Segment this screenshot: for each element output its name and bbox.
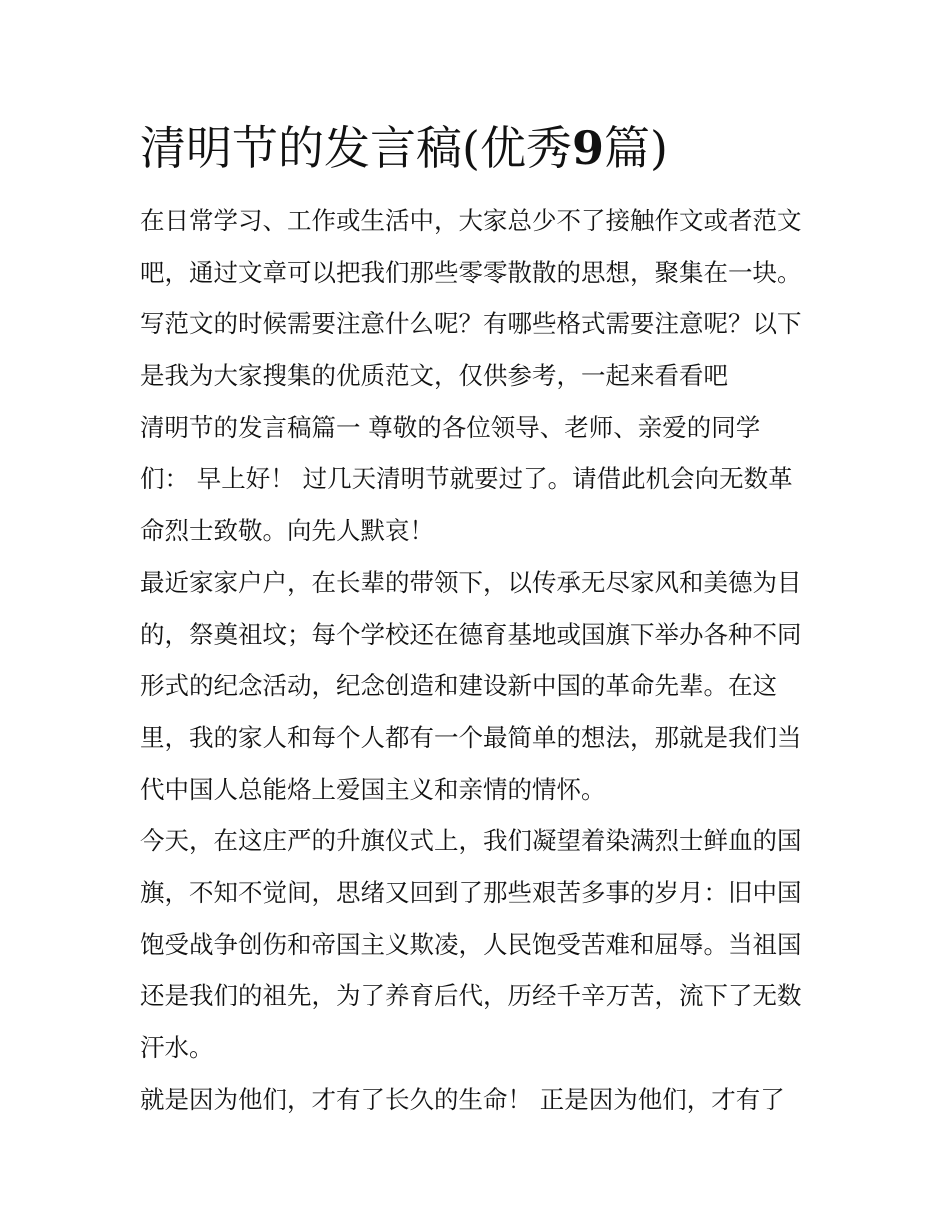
- title-prefix: 清明节的发言稿(优秀: [140, 121, 572, 175]
- document-body: [140, 195, 820, 1125]
- body-line: 的，祭奠祖坟；每个学校还在德育基地或国旗下举办各种不同: [140, 619, 802, 649]
- body-line: 最近家家户户，在长辈的带领下，以传承无尽家风和美德为目: [140, 567, 802, 597]
- title-number: 9: [571, 121, 604, 175]
- body-line: 代中国人总能烙上爱国主义和亲情的情怀。: [140, 774, 606, 804]
- body-line: 还是我们的祖先，为了养育后代，历经千辛万苦，流下了无数: [140, 981, 802, 1011]
- body-line: 饱受战争创伤和帝国主义欺凌，人民饱受苦难和屈辱。当祖国: [140, 929, 802, 959]
- body-line: 写范文的时候需要注意什么呢？有哪些格式需要注意呢？以下: [140, 309, 802, 339]
- body-line: 清明节的发言稿篇一 尊敬的各位领导、老师、亲爱的同学: [140, 412, 761, 442]
- title-suffix: 篇): [603, 121, 668, 175]
- body-line: 吧，通过文章可以把我们那些零零散散的思想，聚集在一块。: [140, 257, 802, 287]
- body-line: 命烈士致敬。向先人默哀！: [140, 516, 434, 546]
- body-line: 汗水。: [140, 1033, 214, 1062]
- document-title: [140, 118, 820, 178]
- body-line: 是我为大家搜集的优质范文，仅供参考，一起来看看吧: [140, 361, 728, 391]
- body-line: 形式的纪念活动，纪念创造和建设新中国的革命先辈。在这: [140, 671, 777, 701]
- body-line: 旗，不知不觉间，思绪又回到了那些艰苦多事的岁月：旧中国: [140, 877, 802, 907]
- body-line: 里，我的家人和每个人都有一个最简单的想法，那就是我们当: [140, 722, 802, 752]
- body-line: 们： 早上好！ 过几天清明节就要过了。请借此机会向无数革: [140, 464, 793, 494]
- body-line: 在日常学习、工作或生活中，大家总少不了接触作文或者范文: [140, 206, 802, 235]
- body-line: 就是因为他们，才有了长久的生命！ 正是因为他们，才有了: [140, 1084, 785, 1114]
- body-line: 今天，在这庄严的升旗仪式上，我们凝望着染满烈士鲜血的国: [140, 826, 802, 856]
